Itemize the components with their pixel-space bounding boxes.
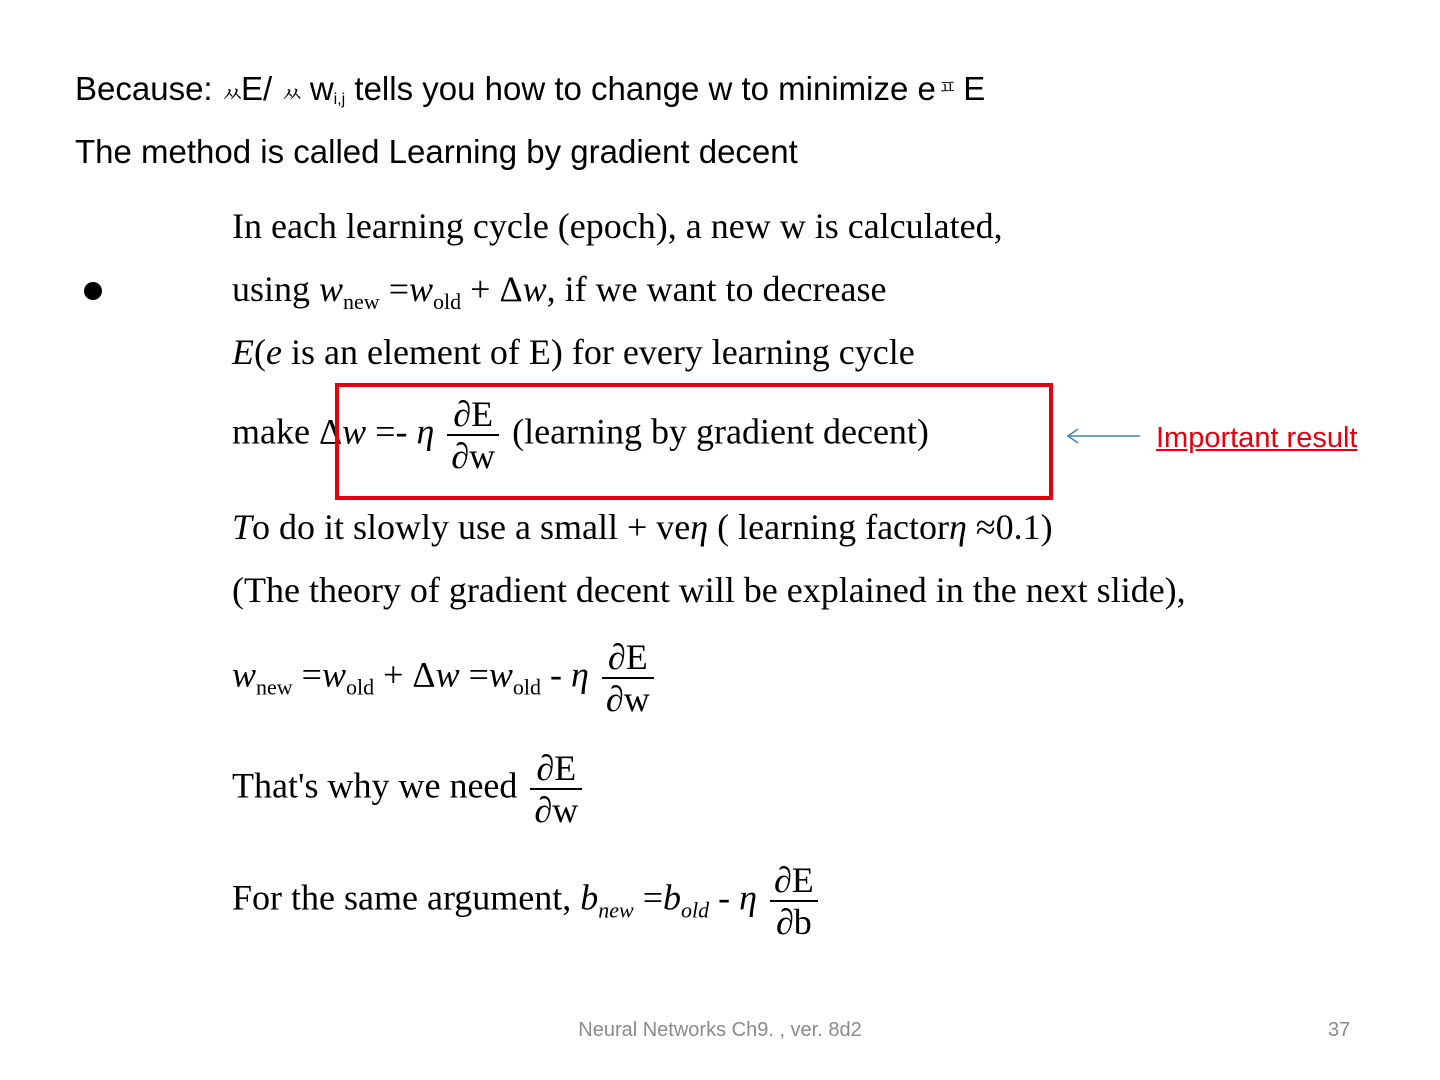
var-eta: η <box>571 654 589 695</box>
text: o do it slowly use a small + ve <box>252 507 691 547</box>
var-T: T <box>232 507 253 547</box>
highlight-box <box>335 383 1053 500</box>
var-eta: η <box>949 507 967 547</box>
text: ( <box>254 332 266 372</box>
slide-header <box>75 62 985 178</box>
arrow-left-icon <box>1064 427 1144 445</box>
var-b: b <box>663 877 682 918</box>
body-line-1: In each learning cycle (epoch), a new w is calculated, <box>232 206 1003 246</box>
var-w: w <box>435 654 460 695</box>
var-w: w <box>522 269 547 309</box>
body-line-7-update-rule <box>232 637 658 719</box>
header-end: E <box>963 70 986 107</box>
text: = <box>633 877 664 918</box>
var-w: w <box>342 411 367 452</box>
fraction-dE-dw <box>530 748 582 830</box>
denominator: ∂b <box>770 900 818 942</box>
text: - <box>709 877 740 918</box>
text: = <box>292 654 322 695</box>
denominator: ∂w <box>447 434 499 476</box>
bullet-dot <box>84 282 102 300</box>
var-w: w <box>319 269 344 309</box>
numerator: ∂E <box>774 860 814 900</box>
denominator: ∂w <box>530 788 582 830</box>
sub-new: new <box>343 289 380 314</box>
text: ( learning factor <box>708 507 950 547</box>
text: For the same argument, <box>232 877 581 918</box>
sub-new: new <box>598 897 634 923</box>
text: = <box>459 654 489 695</box>
text: That's why we need <box>232 765 527 806</box>
var-eta: η <box>739 877 758 918</box>
text: + Δ <box>461 269 523 309</box>
delta: Δ <box>318 411 343 452</box>
sub-old: old <box>512 674 542 700</box>
var-E: E <box>232 332 254 372</box>
text: =- <box>366 411 417 452</box>
body-line-5 <box>232 506 1053 548</box>
text: ≈0.1) <box>966 507 1053 547</box>
var-b: b <box>580 877 599 918</box>
numerator: ∂E <box>536 748 577 788</box>
var-w: w <box>488 654 513 695</box>
var-eta: η <box>690 507 709 547</box>
sub-old: old <box>433 289 462 314</box>
text: = <box>379 269 409 309</box>
var-eta: η <box>416 411 435 452</box>
text: + Δ <box>374 654 436 695</box>
text: (learning by gradient decent) <box>503 411 929 452</box>
garbled-glyph: ㅆ <box>221 82 242 107</box>
body-line-2 <box>232 268 886 315</box>
header-line-1 <box>75 62 985 126</box>
header-w-subscript: i,j <box>333 91 346 108</box>
text: make <box>232 411 319 452</box>
header-w: w <box>309 70 334 107</box>
var-w: w <box>232 654 257 695</box>
because-label: Because: <box>75 70 213 107</box>
body-line-9-bias-rule <box>232 860 822 942</box>
denominator: ∂w <box>602 677 654 719</box>
numerator: ∂E <box>607 637 648 677</box>
text: is an element of E) for every learning cycle <box>281 332 915 372</box>
header-rest: tells you how to change w to minimize e <box>354 70 936 107</box>
garbled-glyph-2: ㅍ <box>937 77 958 99</box>
header-e-slash: E/ <box>241 70 273 107</box>
sub-old: old <box>681 897 710 923</box>
garbled-glyph: ㅆ <box>281 82 301 107</box>
body-line-3 <box>232 331 915 373</box>
body-line-6: (The theory of gradient decent will be explained in the next slide), <box>232 570 1186 610</box>
sub-new: new <box>256 674 293 700</box>
fraction-dE-dw <box>602 637 654 719</box>
numerator: ∂E <box>453 394 494 434</box>
sub-old: old <box>346 674 375 700</box>
var-w: w <box>409 269 434 309</box>
important-result-label: Important result <box>1156 422 1358 454</box>
page-number: 37 <box>1328 1019 1351 1041</box>
header-line-2: The method is called Learning by gradient decent <box>75 133 798 170</box>
text: using <box>232 269 320 309</box>
fraction-dE-db <box>770 860 818 942</box>
var-e: e <box>266 332 282 372</box>
slide-footer: Neural Networks Ch9. , ver. 8d2 <box>578 1019 862 1041</box>
text: - <box>541 654 572 695</box>
var-w: w <box>321 654 346 695</box>
body-line-8 <box>232 748 586 830</box>
text: , if we want to decrease <box>546 269 887 309</box>
